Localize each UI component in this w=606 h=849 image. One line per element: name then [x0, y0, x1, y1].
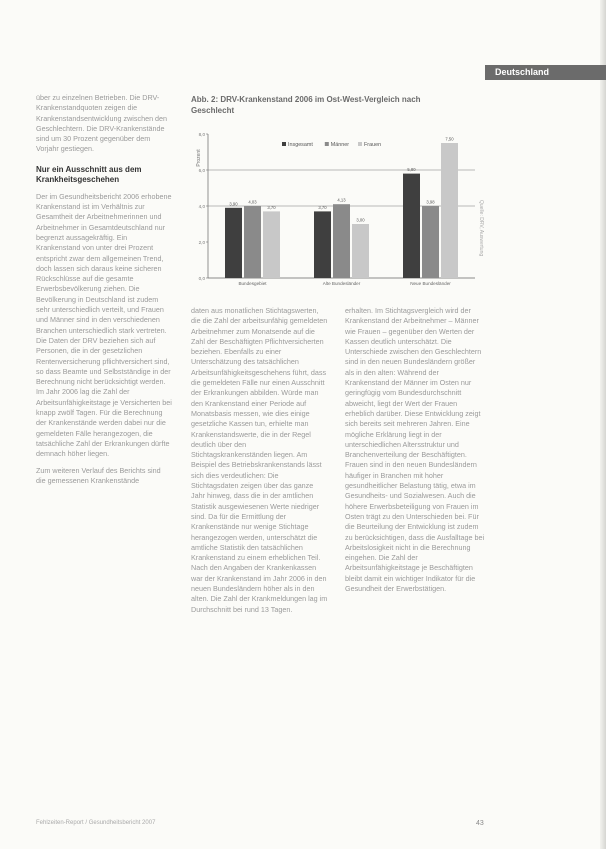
- bar-chart: [188, 128, 480, 300]
- legend-swatch: [325, 142, 329, 146]
- bar-value-label: 3,90: [229, 201, 238, 207]
- bar: [263, 211, 280, 278]
- bar: [314, 211, 331, 278]
- bar: [403, 174, 420, 278]
- section-tag: Deutschland: [485, 65, 606, 80]
- page-footer: Fehlzeiten-Report / Gesundheitsbericht 2007: [36, 820, 156, 826]
- figure-title: Abb. 2: DRV-Krankenstand 2006 im Ost-West-Vergleich nach Geschlecht: [191, 95, 421, 115]
- body-paragraph-2: daten aus monatlichen Stichtagswerten, die die Zahl der arbeitsunfähig gemeldeten Arbeitnehmer zum Monatsende auf die Zahl der Beschäftigten Pflichtversicherten beziehen. Ebenfalls zu einer Unterschätzung des tatsächlichen Arbeitsunfähigkeitsgeschehens führt, dass die gemeldeten Fälle nur einen Ausschnitt der Erkrankungen abbilden. Würde man den Krankenstand einer Periode auf Monatsbasis messen, wie dies einige gesetzliche Kassen tun, erhielte man Krankenstandswerte, die in der Regel deutlich über den Stichtagskrankenständen liegen. Am Beispiel des Betriebskrankenstands lässt sich dies verdeutlichen: Die Stichtagsdaten zeigen über das ganze Jahr hinweg, dass die in der amtlichen Statistik ausgewiesenen Werte niedriger sind. Da für die Ermittlung der Krankenstände nur wenige Stichtage herangezogen werden, unterschätzt die amtliche Statistik den tatsächlichen Krankenstand zu einem erheblichen Teil. Nach den Angaben der Krankenkassen war der Krankenstand im Jahr 2006 in den neuen Bundesländern höher als in den alten. Die Zahl der Krankmeldungen lag im Durchschnitt bei rund 13 Tagen.: [191, 306, 328, 614]
- bar-value-label: 3,70: [267, 204, 276, 210]
- y-tick-label: 4,0: [198, 204, 205, 209]
- intro-paragraph: über zu einzelnen Betrieben. Die DRV-Krankenstandquoten zeigen die Krankenstandsentwicklung zwischen den Geschlechtern. Die DRV-Krankenstände sind um 30 Prozent gegenüber dem Vorjahr gestiegen.: [36, 93, 168, 154]
- bar: [244, 206, 261, 278]
- bar: [352, 224, 369, 278]
- legend-swatch: [282, 142, 286, 146]
- y-tick-label: 8,0: [198, 132, 205, 137]
- page-number: 43: [476, 820, 484, 827]
- bar: [441, 143, 458, 278]
- text-column-1: [36, 93, 172, 486]
- bar: [225, 208, 242, 278]
- bar-value-label: 3,98: [426, 199, 435, 205]
- legend-label: Insgesamt: [288, 142, 313, 148]
- bar: [422, 206, 439, 278]
- legend-label: Männer: [330, 142, 350, 148]
- x-tick-label: Bundesgebiet: [238, 281, 267, 286]
- body-paragraph: Der im Gesundheitsbericht 2006 erhobene Krankenstand ist im Verhältnis zur Gesamtheit der Arbeitnehmerinnen und Arbeitnehmer in Gesamtdeutschland nur begrenzt aussagekräftig. Ein Krankenstand von unter drei Prozent entspricht zwar dem allgemeinen Trend, doch lassen sich daraus keine sicheren Rückschlüsse auf die gesamte Erwerbsbevölkerung ziehen. Die Bevölkerung in Deutschland ist zudem sehr unterschiedlich verteilt, und Frauen und Männer sind in den verschiedenen Branchen unterschiedlich stark vertreten. Die Daten der DRV beziehen sich auf Personen, die in der gesetzlichen Rentenversicherung pflichtversichert sind, so dass Beamte und Selbstständige in der Berechnung nicht berücksichtigt werden. Im Jahr 2006 lag die Zahl der Arbeitsunfähigkeitstage je Versicherten bei knapp zwölf Tagen. Für die Berechnung der Krankenstände werden dabei nur die gemeldeten Fälle herangezogen, die tatsächliche Zahl der Erkrankungen dürfte demnach höher liegen.: [36, 191, 172, 459]
- y-tick-label: 6,0: [198, 168, 205, 173]
- y-tick-label: 2,0: [198, 240, 205, 245]
- bar-value-label: 3,00: [356, 217, 365, 223]
- section-subheading: Nur ein Ausschnitt aus dem Krankheitsgeschehen: [36, 164, 142, 185]
- x-tick-label: Alte Bundesländer: [322, 281, 361, 286]
- figure-credit: Quelle: DRV, Auswertung: [478, 200, 484, 257]
- bar-value-label: 4,13: [337, 197, 346, 203]
- text-column-3: [345, 306, 485, 594]
- bar-value-label: 5,80: [407, 167, 416, 173]
- legend-label: Frauen: [364, 142, 382, 148]
- legend-swatch: [358, 142, 362, 146]
- body-paragraph-3: erhalten. Im Stichtagsvergleich wird der Krankenstand der Arbeitnehmer – Männer wie Frauen – gegenüber den Werten der Kassen deutlich unterschätzt. Die Unterschiede zwischen den Geschlechtern sind in den neuen Bundesländern größer als in den alten: Während der Krankenstand der Männer im Osten nur geringfügig vom Bundesdurchschnitt abweicht, liegt der Wert der Frauen erheblich darüber. Diese Entwicklung zeigt sich bereits seit mehreren Jahren. Eine mögliche Erklärung liegt in der unterschiedlichen Altersstruktur und Branchenverteilung der Beschäftigten. Frauen sind in den neuen Bundesländern häufiger in Branchen mit hoher gesundheitlicher Belastung tätig, etwa im Gesundheits- und Sozialwesen. Auch die höhere Erwerbsbeteiligung von Frauen im Osten trägt zu den Unterschieden bei. Für die Beurteilung der Entwicklung ist zudem zu berücksichtigen, dass die Ausfalltage bei Arbeitslosigkeit nicht in die Berechnung eingehen. Die Zahl der Arbeitsunfähigkeitstage je Beschäftigten bleibt damit ein wichtiger Indikator für die Gesundheit der Erwerbstätigen.: [345, 306, 485, 594]
- bar-value-label: 7,50: [445, 136, 454, 142]
- x-tick-label: Neue Bundesländer: [410, 281, 451, 286]
- text-column-2: [191, 306, 328, 615]
- bar-value-label: 4,03: [248, 199, 257, 205]
- tail-paragraph: Zum weiteren Verlauf des Berichts sind die gemessenen Krankenstände: [36, 465, 161, 485]
- bar: [333, 204, 350, 278]
- bar-value-label: 3,70: [318, 204, 327, 210]
- y-axis-label: Prozent: [196, 149, 202, 167]
- page-edge-shadow: [600, 0, 606, 849]
- y-tick-label: 0,0: [198, 276, 205, 281]
